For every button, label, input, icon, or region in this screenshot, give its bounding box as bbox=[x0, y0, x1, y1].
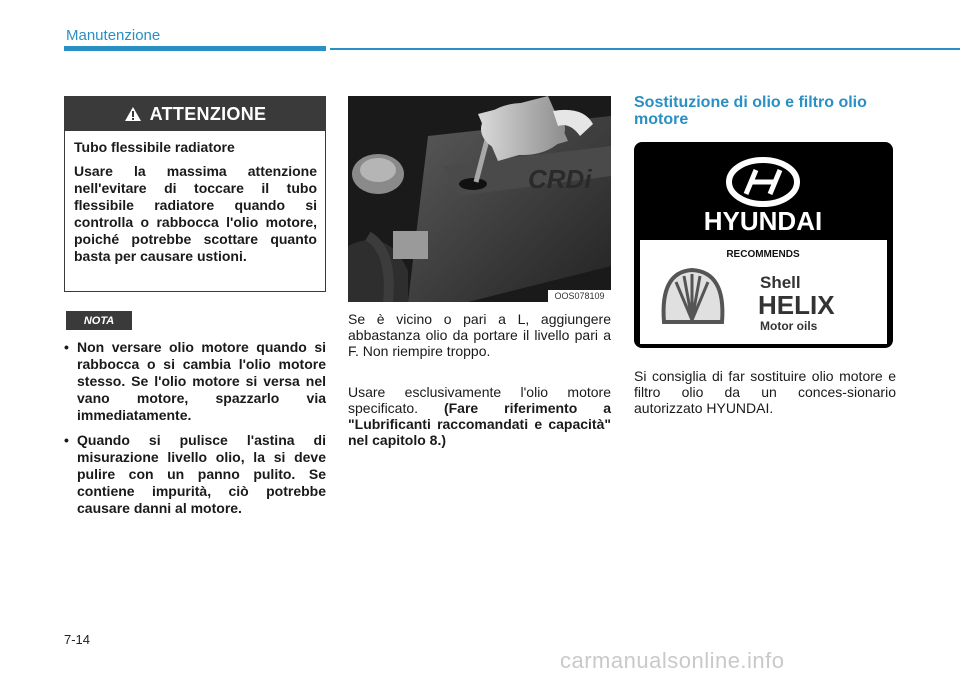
svg-text:RECOMMENDS: RECOMMENDS bbox=[726, 249, 800, 260]
note-label: NOTA bbox=[66, 311, 132, 330]
engine-illustration bbox=[348, 96, 611, 302]
header-rule-thick bbox=[64, 46, 326, 51]
note-bullet-list bbox=[64, 339, 326, 525]
page-number: 7-14 bbox=[64, 632, 91, 647]
section-heading: Sostituzione di olio e filtro olio motore bbox=[634, 94, 867, 128]
svg-text:Motor oils: Motor oils bbox=[760, 319, 818, 333]
list-item: • Quando si pulisce l'astina di misurazione livello olio, la si deve pulire con un panno pulito. Se contiene impurità, ciò potrebbe causare danni al motore. bbox=[64, 432, 326, 516]
section-title: Manutenzione bbox=[66, 27, 161, 44]
warning-triangle-icon bbox=[124, 106, 142, 122]
warning-header bbox=[65, 97, 325, 131]
list-item: • Non versare olio motore quando si rabbocca o si cambia l'olio motore stesso. Se l'olio motore si versa nel vano motore, spazzarlo via immediatamente. bbox=[64, 339, 326, 423]
body-paragraph: Se è vicino o pari a L, aggiungere abbastanza olio da portare il livello pari a F. Non riempire troppo. bbox=[348, 311, 611, 359]
svg-text:CRDi: CRDi bbox=[528, 164, 592, 194]
body-paragraph-right: Si consiglia di far sostituire olio motore e filtro olio da un conces-sionario autorizzato HYUNDAI. bbox=[634, 368, 896, 416]
header-rule-thin bbox=[330, 48, 960, 50]
warning-subtitle: Tubo flessibile radiatore bbox=[74, 139, 235, 155]
warning-title: ATTENZIONE bbox=[149, 103, 267, 124]
body-paragraph-reference: Usare esclusivamente l'olio motore specificato. (Fare riferimento a "Lubrificanti raccomandati e capacità" nel capitolo 8.) bbox=[348, 384, 611, 448]
svg-text:HELIX: HELIX bbox=[758, 290, 835, 320]
svg-text:HYUNDAI: HYUNDAI bbox=[703, 206, 823, 236]
warning-box bbox=[64, 96, 326, 292]
svg-text:Shell: Shell bbox=[760, 273, 801, 292]
engine-oil-fill-photo bbox=[348, 96, 611, 302]
hyundai-shell-helix-logo bbox=[634, 142, 893, 348]
photo-code: OOS078109 bbox=[548, 290, 611, 302]
watermark: carmanualsonline.info bbox=[560, 648, 785, 673]
warning-text: Usare la massima attenzione nell'evitare di toccare il tubo flessibile radiatore quando si controlla o rabbocca l'olio motore, poiché potrebbe scottare quanto basta per causare ustioni. bbox=[74, 163, 317, 264]
